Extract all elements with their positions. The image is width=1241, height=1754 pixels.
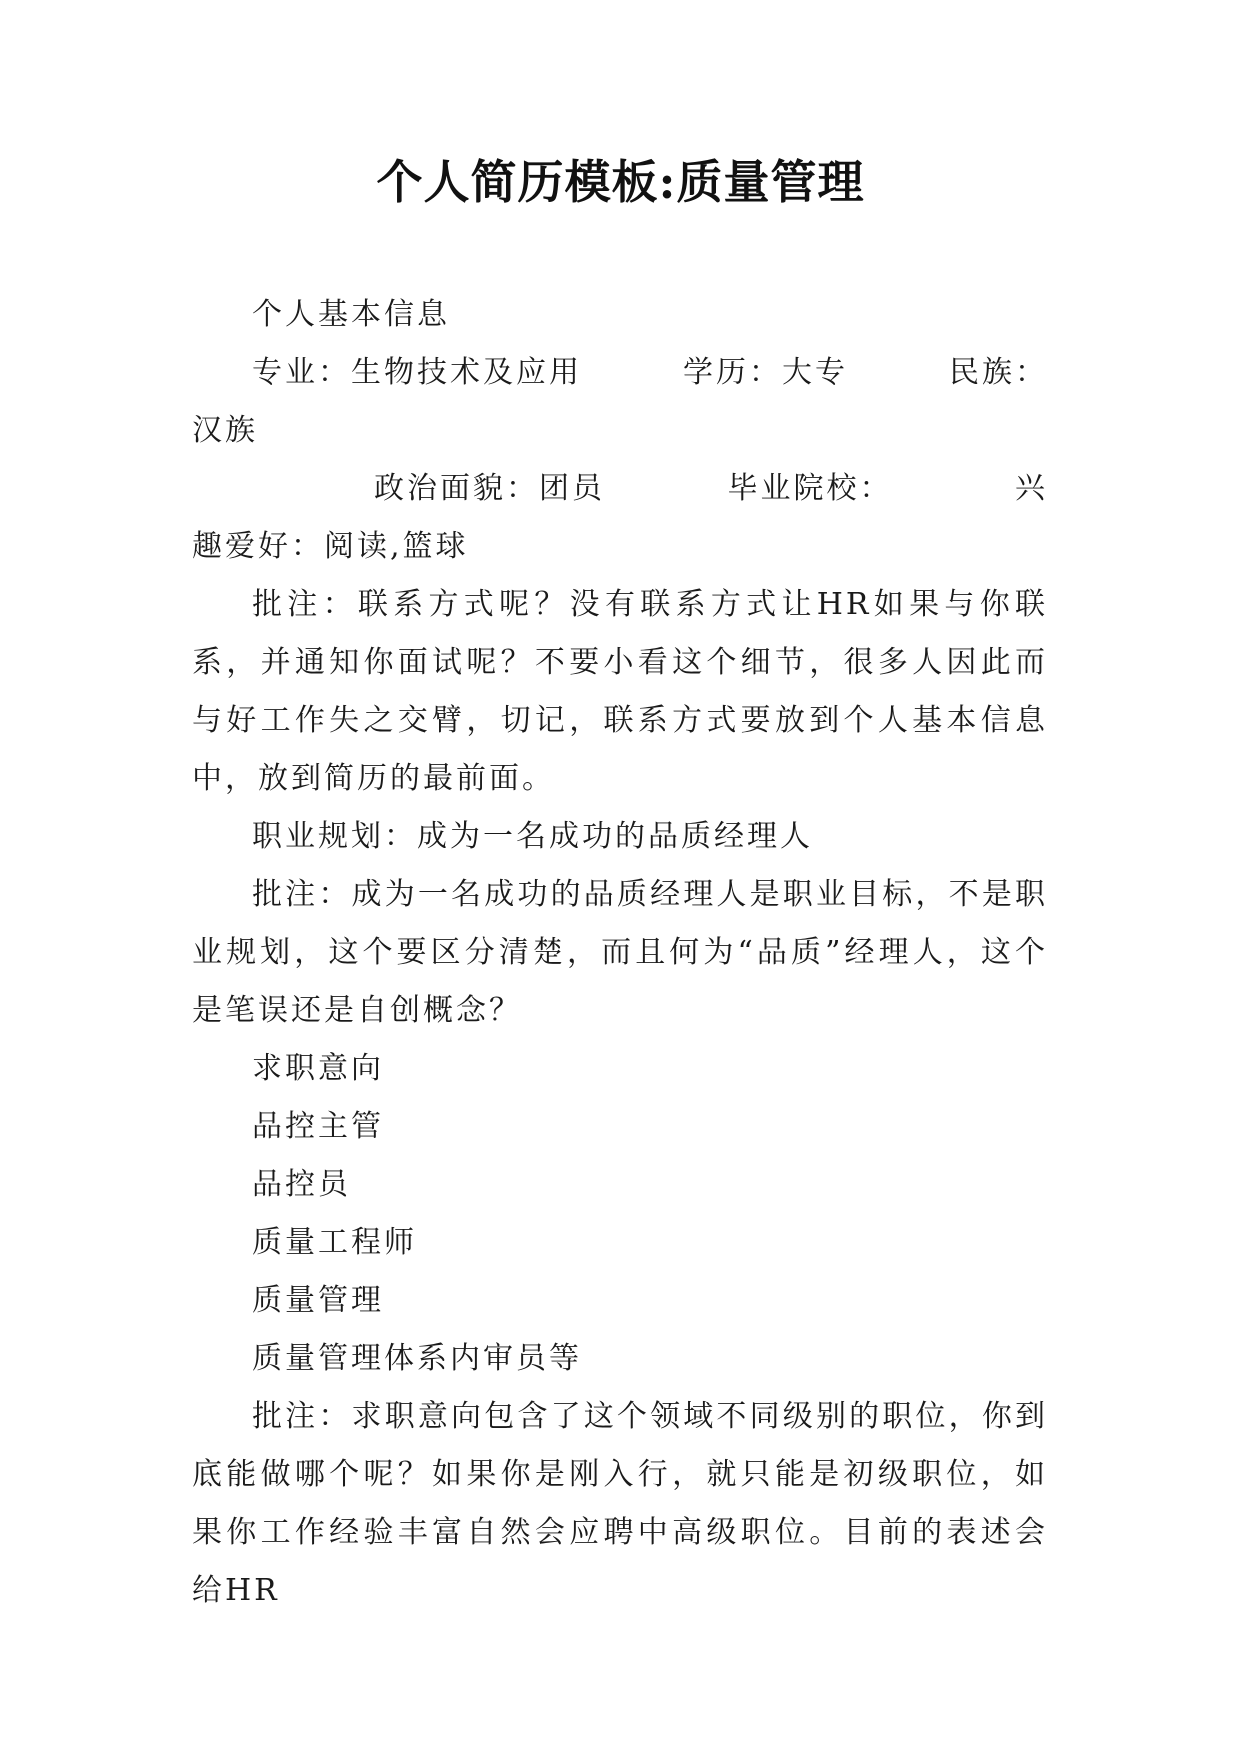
- job-intent-item: 质量工程师: [252, 1225, 417, 1260]
- job-intent-item: 品控主管: [252, 1109, 384, 1144]
- document-title: 个人简历模板:质量管理: [376, 155, 865, 209]
- hobby-lead: 兴: [1015, 471, 1048, 506]
- job-intent-item: 品控员: [252, 1167, 351, 1202]
- comment-career: 批注：成为一名成功的品质经理人是职业目标，不是职业规划，这个要区分清楚，而且何为“品质”经理人，这个是笔误还是自创概念？: [192, 877, 1048, 1028]
- ethnicity-label: 民族：: [949, 355, 1048, 390]
- basic-info-row-2: [192, 460, 1048, 518]
- hobby-field: 趣爱好：阅读,篮球: [192, 529, 469, 564]
- comment-contact: 批注：联系方式呢？没有联系方式让HR如果与你联系，并通知你面试呢？不要小看这个细节，很多人因此而与好工作失之交臂，切记，联系方式要放到个人基本信息中，放到简历的最前面。: [192, 587, 1048, 796]
- comment-job-intent: 批注：求职意向包含了这个领域不同级别的职位，你到底能做哪个呢？如果你是刚入行，就只能是初级职位，如果你工作经验丰富自然会应聘中高级职位。目前的表述会给HR: [192, 1399, 1048, 1608]
- basic-info-row-1: [192, 344, 1048, 402]
- political-field: 政治面貌：团员: [374, 471, 605, 506]
- ethnicity-value: 汉族: [192, 413, 258, 448]
- career-plan: 职业规划：成为一名成功的品质经理人: [252, 819, 813, 854]
- basic-info-heading: 个人基本信息: [252, 297, 450, 332]
- education-field: 学历：大专: [683, 355, 848, 390]
- document-body: [192, 286, 1048, 1620]
- school-field: 毕业院校：: [727, 471, 893, 506]
- major-field: 专业：生物技术及应用: [252, 355, 582, 390]
- job-intent-item: 质量管理体系内审员等: [252, 1341, 582, 1376]
- job-intent-item: 质量管理: [252, 1283, 384, 1318]
- job-intent-heading: 求职意向: [252, 1051, 384, 1086]
